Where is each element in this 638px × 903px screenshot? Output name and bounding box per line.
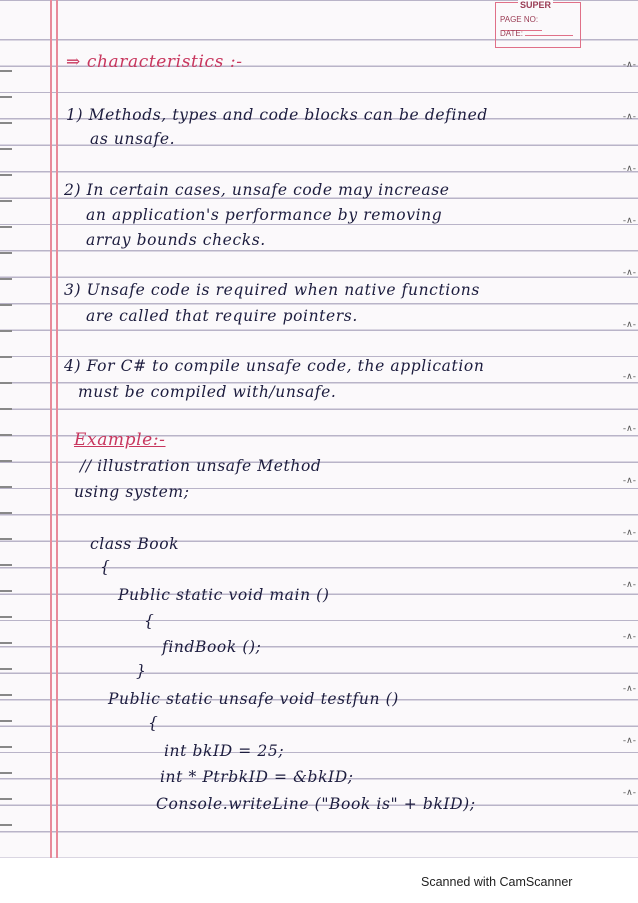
code-line-5: Public static void main () xyxy=(118,586,330,604)
binder-marks xyxy=(0,0,14,858)
code-line-8: } xyxy=(136,662,147,680)
item-3-line-1: 3) Unsafe code is required when native functions xyxy=(64,281,480,299)
code-line-12: int * PtrbkID = &bkID; xyxy=(160,768,354,786)
item-4-line-2: must be compiled with/unsafe. xyxy=(78,383,337,401)
item-4-line-1: 4) For C# to compile unsafe code, the application xyxy=(64,357,485,375)
stamp-title: SUPER xyxy=(520,0,552,10)
section-heading: ⇒ characteristics :- xyxy=(66,52,243,72)
margin-line xyxy=(56,0,58,858)
item-2-line-3: array bounds checks. xyxy=(86,231,266,249)
page-stamp xyxy=(495,2,581,48)
code-line-4: { xyxy=(100,558,111,576)
code-line-2: using system; xyxy=(74,483,190,501)
item-2-line-1: 2) In certain cases, unsafe code may increase xyxy=(64,181,450,199)
code-line-13: Console.writeLine ("Book is" + bkID); xyxy=(156,795,476,813)
code-line-3: class Book xyxy=(90,535,180,553)
item-1-line-2: as unsafe. xyxy=(90,130,176,148)
code-line-10: { xyxy=(148,714,159,732)
code-line-9: Public static unsafe void testfun () xyxy=(108,690,399,708)
code-line-1: // illustration unsafe Method xyxy=(80,457,322,475)
scanner-footer: Scanned with CamScanner xyxy=(421,875,573,889)
code-line-7: findBook (); xyxy=(162,638,262,656)
item-1-line-1: 1) Methods, types and code blocks can be defined xyxy=(66,106,488,124)
page-no-label: PAGE NO: xyxy=(500,15,539,24)
item-3-line-2: are called that require pointers. xyxy=(86,307,358,325)
date-label: DATE: xyxy=(500,29,523,38)
item-2-line-2: an application's performance by removing xyxy=(86,206,443,224)
code-line-11: int bkID = 25; xyxy=(164,742,285,760)
margin-line xyxy=(50,0,52,858)
code-line-6: { xyxy=(144,612,155,630)
example-label: Example:- xyxy=(74,430,166,450)
edge-ticks: -∧- -∧- -∧- -∧- -∧- -∧- -∧- -∧- -∧- -∧- -∧- -∧- -∧- -∧- -∧- xyxy=(622,60,636,798)
